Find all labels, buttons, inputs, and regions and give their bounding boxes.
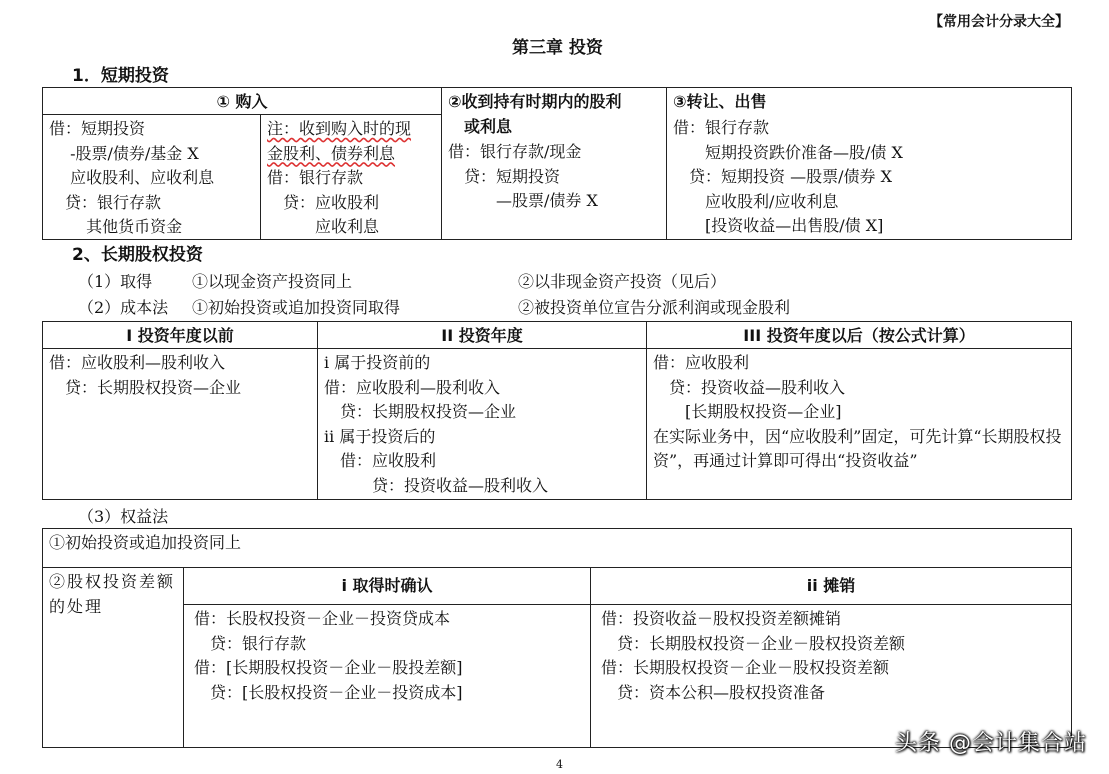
entry-line: 贷：长期股权投资—企业 [49, 377, 242, 397]
t2-h1-text: I 投资年度以前 [126, 326, 234, 345]
t3-left-label: ②股权投资差额的处理 [49, 572, 176, 616]
entry-line: 借：银行存款 [673, 118, 770, 137]
s1-col1-header [42, 87, 442, 115]
entry-line: 借：应收股利 [324, 451, 437, 470]
t3-left [42, 567, 184, 748]
t3-row1-text: ①初始投资或追加投资同上 [49, 533, 242, 552]
entry-line: 贷：银行存款 [194, 633, 307, 653]
entry-line: 贷：投资收益—股利收入 [324, 475, 549, 495]
t2-h3-text: III 投资年度以后（按公式计算） [743, 326, 975, 345]
entry-line: 应收利息 [267, 217, 380, 236]
entry-line: 应收股利、应收利息 [49, 168, 215, 187]
entry-line: 借：长股权投资－企业－投资贷成本 [194, 609, 451, 628]
s1-col1a [42, 114, 261, 240]
entry-line: 借：[长期股权投资－企业－股投差额] [194, 658, 463, 677]
s1-col3-header [666, 87, 1072, 115]
entry-line: -股票/债券/基金 X [49, 143, 199, 163]
entry-line: 借：长期股权投资－企业－股权投资差额 [601, 658, 890, 677]
s2-row2-a: ①初始投资或追加投资同取得 [192, 298, 401, 317]
watermark: 头条 @会计集合站 [895, 730, 1087, 756]
page-number: 4 [556, 758, 563, 771]
note-line: 注：收到购入时的现 [267, 119, 412, 138]
section2-heading: 2、长期股权投资 [72, 245, 203, 265]
entry-line: 贷：长期股权投资—企业 [324, 402, 517, 421]
entry-line: 贷：应收股利 [267, 192, 380, 212]
entry-line: ii 属于投资后的 [324, 426, 436, 446]
t3-h2-text: ii 摊销 [806, 576, 856, 595]
entry-line: 借：银行存款 [267, 168, 364, 187]
entry-line: 贷：投资收益—股利收入 [653, 377, 846, 397]
entry-line: [长期股权投资—企业] [653, 402, 842, 421]
entry-line: [投资收益—出售股/债 X] [673, 216, 884, 235]
note-line: 金股利、债券利息 [267, 143, 396, 163]
entry-line: 借：银行存款/现金 [448, 142, 582, 161]
t3-c2 [590, 604, 1072, 748]
entry-line: 借：投资收益－股权投资差额摊销 [601, 609, 842, 628]
t3-h1 [183, 567, 591, 605]
s2-row1-a: ①以现金资产投资同上 [192, 272, 353, 291]
entry-line: 贷：长期股权投资－企业－股权投资差额 [601, 633, 906, 653]
chapter-title: 第三章 投资 [512, 38, 603, 58]
s2-row1-b: ②以非现金资产投资（见后） [518, 272, 727, 291]
t2-c2 [317, 348, 647, 500]
entry-line: 借：短期投资 [49, 119, 146, 138]
entry-line: 贷：短期投资 —股票/债券 X [673, 167, 892, 186]
s1-col3-header-text: ③转让、出售 [673, 92, 767, 111]
t3-h1-text: i 取得时确认 [341, 576, 433, 595]
t3-row1 [42, 528, 1072, 568]
t2-h3 [646, 321, 1072, 349]
entry-line: 贷：[长股权投资－企业－投资成本] [194, 682, 463, 702]
section1-heading: 1．短期投资 [72, 66, 169, 86]
entry-line: 应收股利/应收利息 [673, 191, 839, 211]
entry-line: 短期投资跌价准备—股/债 X [673, 142, 903, 162]
header-line: ②收到持有时期内的股利 [448, 92, 622, 111]
s1-col1-header-text: ① 购入 [216, 92, 268, 111]
s2-row1-label: （1）取得 [78, 272, 153, 291]
t2-c3 [646, 348, 1072, 500]
t3-h2 [590, 567, 1072, 605]
entry-line: 贷：短期投资 [448, 166, 561, 186]
entry-line: —股票/债券 X [448, 191, 598, 210]
s2-row2-b: ②被投资单位宣告分派利润或现金股利 [518, 298, 791, 317]
t3-c1 [183, 604, 591, 748]
t2-h2 [317, 321, 647, 349]
entry-line: 借：应收股利—股利收入 [324, 377, 501, 397]
header-tag: 【常用会计分录大全】 [929, 14, 1069, 30]
entry-line: 其他货币资金 [49, 217, 183, 236]
s1-col1b [260, 114, 442, 240]
s2-row3-label: （3）权益法 [78, 507, 169, 526]
t2-c3-note: 在实际业务中，因“应收股利”固定，可先计算“长期股权投资”，再通过计算即可得出“投资收益” [653, 426, 1062, 470]
t2-h2-text: II 投资年度 [441, 326, 523, 345]
t2-c1 [42, 348, 318, 500]
entry-line: 贷：资本公积—股权投资准备 [601, 682, 826, 702]
header-line: 或利息 [448, 116, 513, 136]
s1-col2 [441, 138, 667, 240]
entry-line: 贷：银行存款 [49, 192, 162, 212]
entry-line: 借：应收股利 [653, 353, 750, 372]
entry-line: 借：应收股利—股利收入 [49, 353, 226, 372]
s1-col3 [666, 114, 1072, 240]
entry-line: i 属于投资前的 [324, 353, 431, 372]
s2-row2-label: （2）成本法 [78, 298, 169, 317]
t2-h1 [42, 321, 318, 349]
s1-col2-header [441, 87, 667, 139]
